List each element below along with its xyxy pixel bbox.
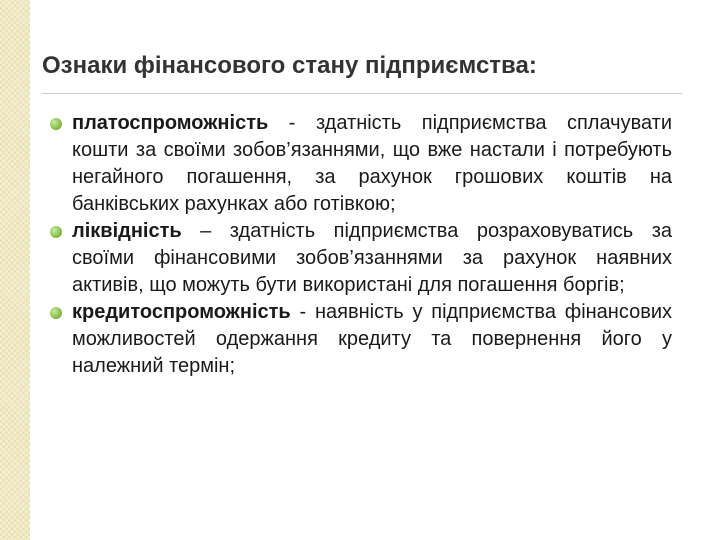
bullet-icon — [50, 307, 62, 319]
definition-creditworthiness: - наявність у підприємства фінансових можливостей одержання кредиту та повернення його у належний термін; — [72, 301, 672, 377]
definition-liquidity: – здатність підприємства розраховуватись за своїми фінансовими зобов’язаннями за рахунок наявних активів, що можуть бути використані для погашення боргів; — [72, 220, 672, 296]
title-divider — [42, 93, 682, 94]
bullet-list — [50, 110, 672, 380]
bullet-icon — [50, 118, 62, 130]
decorative-side-band — [0, 0, 30, 540]
slide-title: Ознаки фінансового стану підприємства: — [42, 52, 537, 79]
term-solvency: платоспроможність — [72, 112, 269, 134]
definition-solvency: - здатність підприємства сплачувати кошти за своїми зобов’язаннями, що вже настали і потребують негайного погашення, за рахунок грошових коштів на банківських рахунках або готівкою; — [72, 112, 672, 215]
term-liquidity: ліквідність — [72, 220, 182, 242]
term-creditworthiness: кредитоспроможність — [72, 301, 291, 323]
list-item-solvency — [50, 110, 672, 218]
list-item-liquidity — [50, 218, 672, 299]
list-item-creditworthiness — [50, 299, 672, 380]
bullet-icon — [50, 226, 62, 238]
